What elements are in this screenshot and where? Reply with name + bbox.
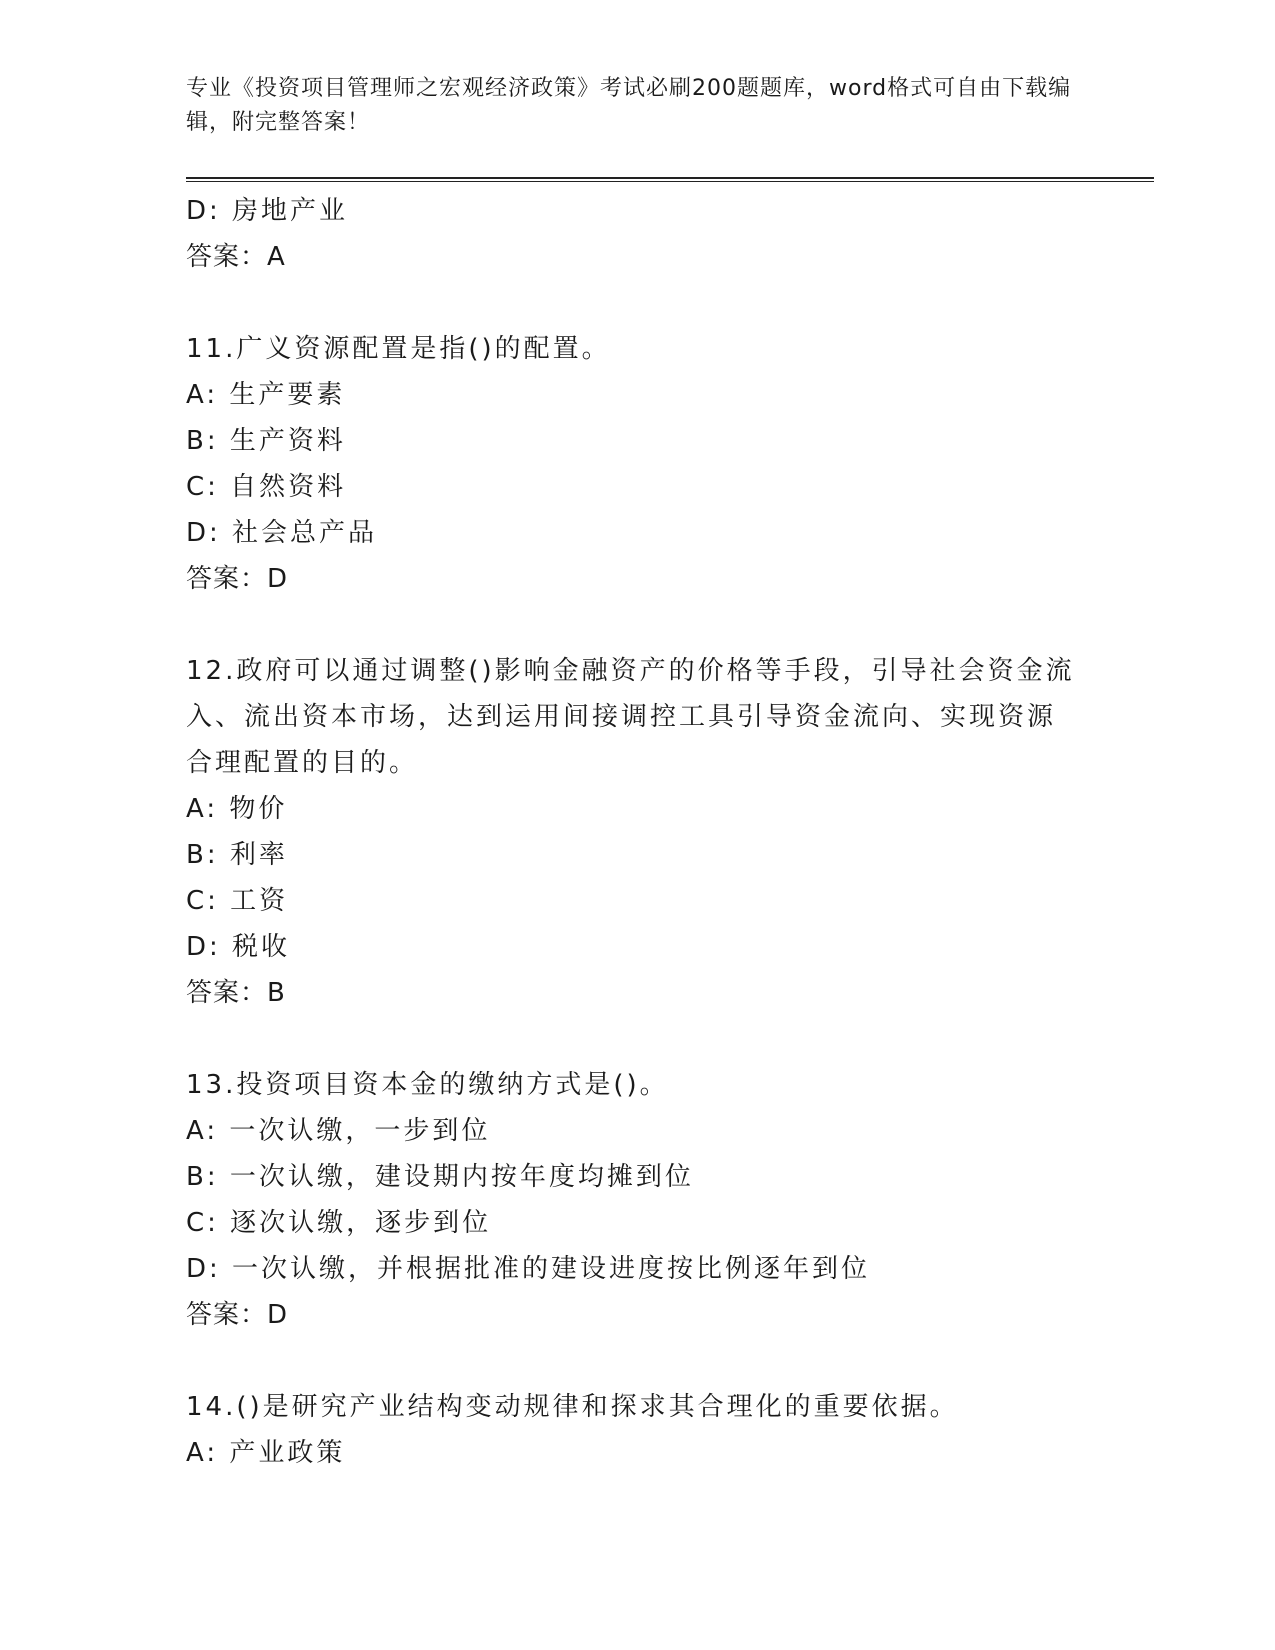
option-d: D: 税收 (186, 932, 291, 962)
document-header: 专业《投资项目管理师之宏观经济政策》考试必刷200题题库，word格式可自由下载编辑，附完整答案！ (186, 76, 1072, 135)
answer-line: 答案：D (186, 564, 289, 594)
option-c: C: 自然资料 (186, 472, 347, 502)
answer-line: 答案：A (186, 242, 286, 272)
option-b: B: 一次认缴，建设期内按年度均摊到位 (186, 1162, 694, 1192)
option-a: A: 产业政策 (186, 1438, 346, 1468)
option-c: C: 工资 (186, 886, 289, 916)
question-stem: 14.()是研究产业结构变动规律和探求其合理化的重要依据。 (186, 1392, 959, 1422)
option-a: A: 一次认缴，一步到位 (186, 1116, 491, 1146)
option-a: A: 物价 (186, 794, 288, 824)
spacer (186, 1016, 1086, 1062)
option-b: B: 利率 (186, 840, 288, 870)
spacer (186, 602, 1086, 648)
question-stem-line: 入、流出资本市场，达到运用间接调控工具引导资金流向、实现资源 (186, 702, 1057, 732)
option-b: B: 生产资料 (186, 426, 346, 456)
option-c: C: 逐次认缴，逐步到位 (186, 1208, 492, 1238)
question-stem: 11.广义资源配置是指()的配置。 (186, 334, 611, 364)
header-divider (186, 177, 1154, 182)
question-stem: 13.投资项目资本金的缴纳方式是()。 (186, 1070, 669, 1100)
question-stem-line: 12.政府可以通过调整()影响金融资产的价格等手段，引导社会资金流 (186, 656, 1075, 686)
answer-line: 答案：D (186, 1300, 289, 1330)
option-d: D: 房地产业 (186, 196, 349, 226)
answer-line: 答案：B (186, 978, 286, 1008)
spacer (186, 1338, 1086, 1384)
option-d: D: 社会总产品 (186, 518, 378, 548)
option-d: D: 一次认缴，并根据批准的建设进度按比例逐年到位 (186, 1254, 871, 1284)
spacer (186, 280, 1086, 326)
question-list (186, 188, 1086, 1476)
question-stem-line: 合理配置的目的。 (186, 748, 419, 778)
option-a: A: 生产要素 (186, 380, 346, 410)
